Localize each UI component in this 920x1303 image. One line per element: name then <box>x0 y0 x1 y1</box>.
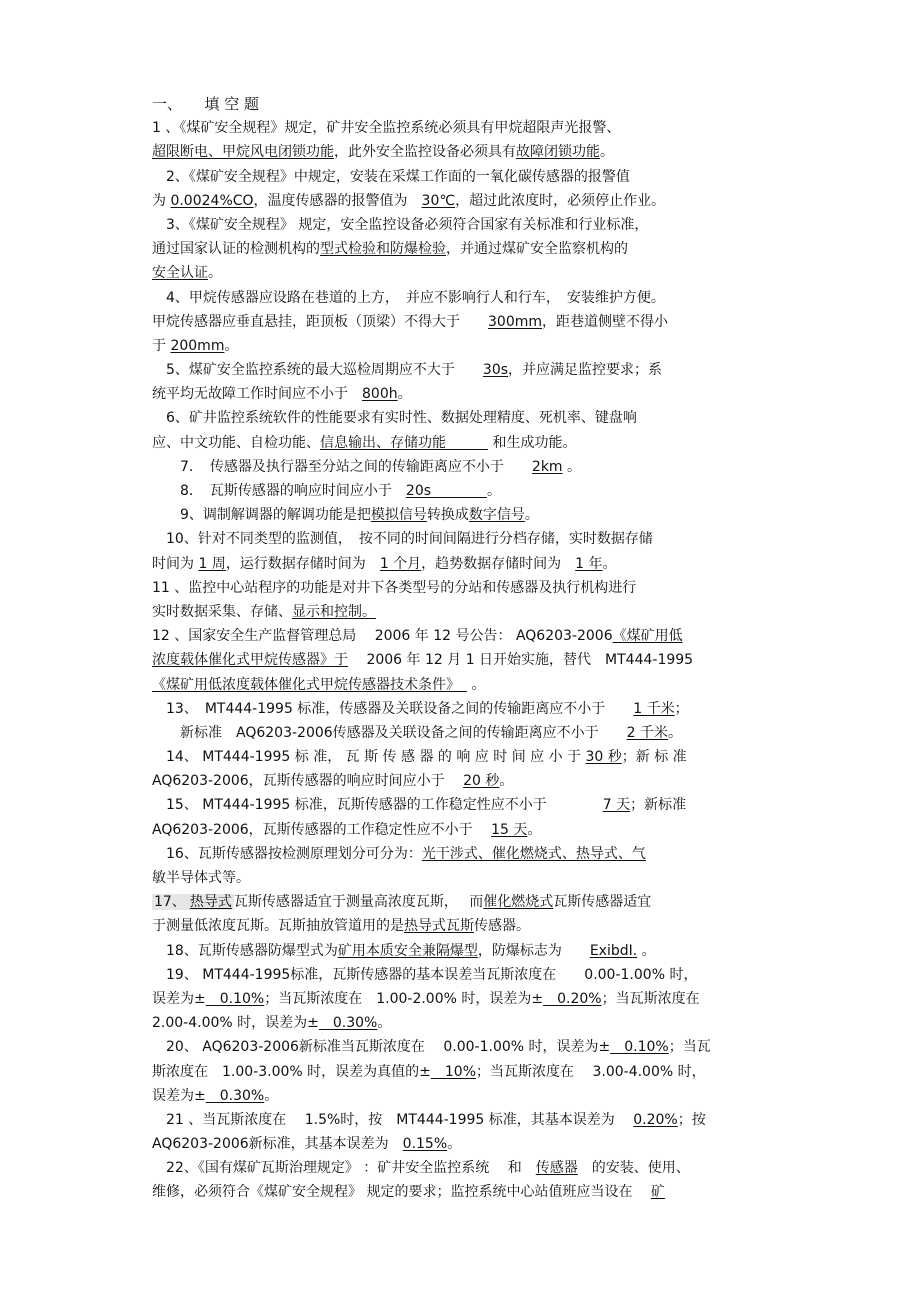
section-title: 一、 填 空 题 <box>152 95 260 113</box>
text-segment: ，并通过煤矿安全监察机构的 <box>446 241 628 258</box>
answer-blank: 数字信号 <box>468 507 525 524</box>
text-segment: ；当瓦斯浓度在 <box>601 990 700 1007</box>
text-segment: 11 、监控中心站程序的功能是对井下各类型号的分站和传感器及执行机构进行 <box>152 579 637 596</box>
text-segment: 。 <box>562 458 582 475</box>
text-segment: 甲烷传感器应垂直悬挂，距顶板（顶梁）不得大于 <box>152 313 488 330</box>
text-segment: ，并应满足监控要求；系 <box>508 362 663 379</box>
text-line <box>152 358 792 382</box>
text-line <box>152 140 792 164</box>
answer-blank: 故障闭锁功能 <box>516 144 600 161</box>
text-segment: 10、针对不同类型的监测值， 按不同的时间间隔进行分档存储，实时数据存储 <box>152 531 653 548</box>
text-segment: 。 <box>264 1087 279 1104</box>
text-segment: ；当瓦斯浓度在 1.00-2.00% 时，误差为± <box>264 990 544 1007</box>
text-segment: 。 <box>208 265 222 282</box>
text-segment: 和生成功能。 <box>488 434 577 451</box>
text-segment: 14、 MT444-1995 标 准， 瓦 斯 传 感 器 的 响 应 时 间 应 小 于 <box>152 749 586 766</box>
text-segment: AQ6203-2006新标准，其基本误差为 <box>152 1136 403 1153</box>
text-segment: 21 、当瓦斯浓度在 1.5%时，按 MT444-1995 标准，其基本误差为 <box>152 1111 634 1128</box>
text-segment: 误差为± <box>152 1087 206 1104</box>
text-line <box>152 842 792 866</box>
text-segment: ；新 标 准 <box>621 749 687 766</box>
answer-blank: 0.30% <box>318 1015 378 1032</box>
answer-blank: 800h <box>362 386 398 403</box>
text-line <box>152 286 792 310</box>
text-segment: ，温度传感器的报警值为 <box>253 192 422 209</box>
answer-blank: 7 天 <box>602 797 631 814</box>
answer-blank: 热导式 <box>189 894 232 911</box>
text-segment: ，防爆标志为 <box>477 942 590 959</box>
answer-blank: 《煤矿用低 <box>612 628 683 645</box>
text-segment: 斯浓度在 1.00-3.00% 时，误差为真值的± <box>152 1063 431 1080</box>
text-segment: 的安装、使用、 <box>577 1160 690 1177</box>
text-segment: 。 <box>377 1015 392 1032</box>
answer-blank: 催化燃烧式 <box>483 894 554 911</box>
text-line <box>152 1084 792 1108</box>
text-line <box>152 648 792 672</box>
text-segment: 2、《煤矿安全规程》中规定，安装在采煤工作面的一氧化碳传感器的报警值 <box>152 168 630 185</box>
text-segment: 于 <box>152 337 171 354</box>
text-segment: 。 <box>467 676 486 693</box>
answer-blank: 0.30% <box>205 1087 265 1104</box>
text-line <box>152 721 792 745</box>
text-segment: 8． 瓦斯传感器的响应时间应小于 <box>152 483 406 499</box>
answer-blank: 300mm <box>488 313 542 330</box>
text-line <box>152 382 792 406</box>
text-segment: AQ6203-2006，瓦斯传感器的工作稳定性应不小于 <box>152 821 492 838</box>
text-segment: 统平均无故障工作时间应不小于 <box>152 386 362 403</box>
text-line <box>152 334 792 358</box>
text-segment: 15、 MT444-1995 标准，瓦斯传感器的工作稳定性应不小于 <box>152 797 603 814</box>
text-line <box>152 963 792 987</box>
answer-blank: 矿用本质安全兼隔爆型 <box>337 942 478 959</box>
text-segment: ，此外安全监控设备必须具有 <box>334 144 516 161</box>
text-segment: 传感器。 <box>474 918 530 935</box>
text-segment: 于测量低浓度瓦斯。瓦斯抽放管道用的是 <box>152 918 404 935</box>
text-segment: 5、煤矿安全监控系统的最大巡检周期应不大于 <box>152 362 483 379</box>
question-list <box>152 92 792 1205</box>
answer-blank: 1 个月 <box>379 555 422 572</box>
text-line <box>152 818 792 842</box>
text-segment: 。 <box>527 821 542 838</box>
text-segment: ；按 <box>677 1111 706 1128</box>
text-segment: 通过国家认证的检测机构的 <box>152 241 320 258</box>
text-line <box>152 455 792 479</box>
text-line <box>152 1035 792 1059</box>
text-line <box>152 527 792 551</box>
answer-blank: 光干涉式、催化燃烧式、热导式、气 <box>421 845 646 862</box>
text-segment: 新标准 AQ6203-2006传感器及关联设备之间的传输距离应不小于 <box>152 724 627 741</box>
answer-blank: 200mm <box>170 337 225 354</box>
text-line <box>152 624 792 648</box>
text-line <box>152 914 792 938</box>
text-line <box>152 503 792 527</box>
text-segment: 7． 传感器及执行器至分站之间的传输距离应不小于 <box>152 458 532 475</box>
text-line <box>152 1180 792 1204</box>
text-segment: 。 <box>524 507 539 524</box>
answer-blank: 0.10% <box>205 990 265 1007</box>
text-segment: 9、调制解调器的解调功能是把 <box>152 507 371 524</box>
text-segment: ，距巷道侧壁不得小 <box>542 313 668 330</box>
text-segment: 为 <box>152 192 171 209</box>
answer-blank: 2 千米 <box>626 724 669 741</box>
text-segment: ； <box>674 700 689 717</box>
answer-blank: ExibdI. <box>589 942 638 959</box>
answer-blank: 显示和控制。 <box>292 603 376 620</box>
text-line <box>152 213 792 237</box>
text-line <box>152 600 792 624</box>
text-segment: 16、瓦斯传感器按检测原理划分可分为： <box>152 845 422 862</box>
text-line <box>152 576 792 600</box>
text-segment: 实时数据采集、存储、 <box>152 603 292 620</box>
answer-blank: 信息输出、存储功能 <box>320 434 488 451</box>
answer-blank: 安全认证 <box>152 265 208 282</box>
text-segment: 维修，必须符合《煤矿安全规程》 规定的要求；监控系统中心站值班应当设在 <box>152 1184 651 1201</box>
answer-blank: 20 秒 <box>463 773 500 790</box>
text-line <box>152 1132 792 1156</box>
text-segment: 时间为 <box>152 555 199 572</box>
answer-blank: 超限断电、甲烷风电闭锁功能 <box>152 144 334 161</box>
text-line <box>152 1108 792 1132</box>
text-segment: 12 、国家安全生产监督管理总局 2006 年 12 号公告： AQ6203-2006 <box>152 628 613 645</box>
text-line <box>152 237 792 261</box>
text-segment: 22、《国有煤矿瓦斯治理规定》 ：矿井安全监控系统 和 <box>152 1160 536 1177</box>
text-line <box>152 406 792 430</box>
text-segment: 瓦斯传感器适宜 <box>553 894 652 911</box>
text-segment: 。 <box>602 555 617 572</box>
text-segment: ；当瓦 <box>668 1039 711 1056</box>
answer-blank: 传感器 <box>535 1160 578 1177</box>
text-segment: 6、矿井监控系统软件的性能要求有实时性、数据处理精度、死机率、键盘响 <box>152 410 637 427</box>
text-segment: 18、瓦斯传感器防爆型式为 <box>152 942 338 959</box>
text-segment: 。 <box>668 724 683 741</box>
answer-blank: 30s <box>482 362 509 379</box>
answer-blank: 10% <box>430 1063 477 1080</box>
text-line <box>152 431 792 455</box>
text-segment: 。 <box>499 773 514 790</box>
text-segment: 应、中文功能、自检功能、 <box>152 434 320 451</box>
text-line <box>152 793 792 817</box>
text-segment: ；当瓦斯浓度在 3.00-4.00% 时， <box>476 1063 706 1080</box>
text-line <box>152 1060 792 1084</box>
text-segment: 瓦斯传感器适宜于测量高浓度瓦斯， 而 <box>233 894 484 911</box>
text-segment: 转换成 <box>426 507 469 524</box>
text-segment: 1 、《煤矿安全规程》规定，矿井安全监控系统必须具有甲烷超限声光报警、 <box>152 120 621 137</box>
text-segment: 17、 <box>154 894 186 911</box>
answer-blank: 0.20% <box>633 1111 678 1128</box>
text-segment: 。 <box>600 144 614 161</box>
text-segment: 3、《煤矿安全规程》 规定，安全监控设备必须符合国家有关标准和行业标准， <box>152 216 649 233</box>
text-segment: AQ6203-2006，瓦斯传感器的响应时间应小于 <box>152 773 464 790</box>
answer-blank: 1 年 <box>575 555 603 572</box>
text-line <box>152 939 792 963</box>
text-segment: ，超过此浓度时，必须停止作业。 <box>455 192 666 209</box>
answer-blank: 浓度载体催化式甲烷传感器》于 <box>152 652 348 669</box>
text-segment: 。 <box>224 337 239 354</box>
text-line <box>152 1011 792 1035</box>
text-line <box>152 116 792 140</box>
answer-blank: 模拟信号 <box>370 507 427 524</box>
answer-blank: 0.10% <box>610 1039 669 1056</box>
text-line <box>152 673 792 697</box>
text-line <box>152 310 792 334</box>
text-segment: 13、 MT444-1995 标准，传感器及关联设备之间的传输距离应不小于 <box>152 700 634 717</box>
answer-blank: 20s <box>405 483 488 499</box>
text-line <box>152 552 792 576</box>
text-segment: ，趋势数据存储时间为 <box>421 555 576 572</box>
text-line <box>152 479 792 503</box>
text-segment: 。 <box>487 483 502 499</box>
answer-blank: 30℃ <box>421 192 456 209</box>
text-line <box>152 261 792 285</box>
answer-blank: 0.20% <box>543 990 602 1007</box>
text-segment: 2006 年 12 月 1 日开始实施，替代 MT444-1995 <box>348 652 694 669</box>
text-line <box>152 890 792 914</box>
answer-blank: 1 千米 <box>633 700 675 717</box>
answer-blank: 《煤矿用低浓度载体催化式甲烷传感器技术条件》 <box>152 676 467 693</box>
text-line <box>152 987 792 1011</box>
text-segment: 。 <box>637 942 656 959</box>
text-segment: 。 <box>447 1136 462 1153</box>
text-line <box>152 1156 792 1180</box>
text-segment: 2.00-4.00% 时，误差为± <box>152 1015 319 1032</box>
answer-blank: 2km <box>531 458 563 475</box>
text-segment: 20、 AQ6203-2006新标准当瓦斯浓度在 0.00-1.00% 时，误差为± <box>152 1039 611 1056</box>
answer-blank: 型式检验和防爆检验 <box>320 241 446 258</box>
text-line <box>152 189 792 213</box>
answer-blank: 0.0024%CO <box>170 192 254 209</box>
text-segment: 19、 MT444-1995标准，瓦斯传感器的基本误差当瓦斯浓度在 0.00-1.00% 时， <box>152 966 698 983</box>
text-segment: 误差为± <box>152 990 206 1007</box>
answer-blank: 0.15% <box>402 1136 448 1153</box>
answer-blank: 30 秒 <box>585 749 622 766</box>
answer-blank: 热导式瓦斯 <box>404 918 474 935</box>
text-line <box>152 769 792 793</box>
text-segment: ；新标准 <box>630 797 687 814</box>
text-segment: 4、甲烷传感器应设路在巷道的上方， 并应不影响行人和行车， 安装维护方便。 <box>152 289 665 306</box>
answer-blank: 矿 <box>650 1184 665 1201</box>
answer-blank: 15 天 <box>491 821 528 838</box>
answer-blank: 1 周 <box>198 555 226 572</box>
text-segment: ，运行数据存储时间为 <box>225 555 380 572</box>
text-line <box>152 745 792 769</box>
text-segment: 敏半导体式等。 <box>152 870 250 886</box>
text-segment: 。 <box>397 386 412 403</box>
text-line <box>152 697 792 721</box>
text-line <box>152 165 792 189</box>
text-line <box>152 866 792 890</box>
